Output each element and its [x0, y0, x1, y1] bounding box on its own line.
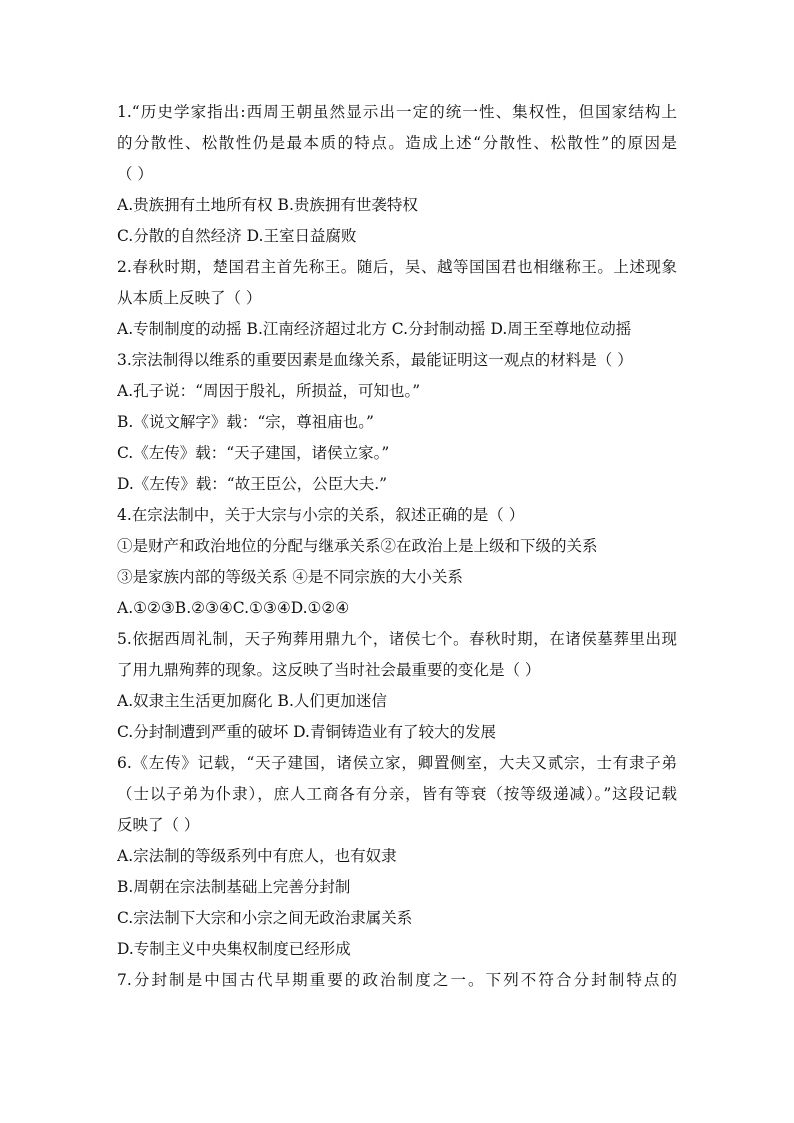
option-line: C.宗法制下大宗和小宗之间无政治隶属关系 [117, 909, 413, 927]
option-line: A.宗法制的等级系列中有庶人，也有奴隶 [117, 847, 397, 865]
option-line: D.专制主义中央集权制度已经形成 [117, 940, 351, 958]
text-line: 反映了（ ） [117, 816, 200, 834]
text-line: 5.依据西周礼制，天子殉葬用鼎九个，诸侯七个。春秋时期，在诸侯墓葬里出现 [117, 630, 677, 648]
text-line: ①是财产和政治地位的分配与继承关系②在政治上是上级和下级的关系 [117, 537, 598, 555]
option-line: B.《说文解字》载：“宗，尊祖庙也。” [117, 413, 374, 431]
text-line: 3.宗法制得以维系的重要因素是血缘关系，最能证明这一观点的材料是（ ） [117, 351, 633, 369]
option-line: C.分散的自然经济 D.王室日益腐败 [117, 227, 357, 245]
option-line: A.孔子说：“周因于殷礼，所损益，可知也。” [117, 382, 421, 400]
text-line: （ ） [117, 165, 153, 183]
option-line: B.周朝在宗法制基础上完善分封制 [117, 878, 351, 896]
text-line: 2.春秋时期，楚国君主首先称王。随后，吴、越等国国君也相继称王。上述现象 [117, 258, 677, 276]
option-line: C.分封制遭到严重的破坏 D.青铜铸造业有了较大的发展 [117, 723, 496, 741]
option-line: A.专制制度的动摇 B.江南经济超过北方 C.分封制动摇 D.周王至尊地位动摇 [117, 320, 632, 338]
text-line: 6.《左传》记载，“天子建国，诸侯立家，卿置侧室，大夫又贰宗，士有隶子弟 [117, 754, 677, 772]
text-line: 7.分封制是中国古代早期重要的政治制度之一。下列不符合分封制特点的 [117, 971, 677, 989]
text-line: 从本质上反映了（ ） [117, 289, 262, 307]
option-line: A.奴隶主生活更加腐化 B.人们更加迷信 [117, 692, 387, 710]
option-line: A.贵族拥有土地所有权 B.贵族拥有世袭特权 [117, 196, 418, 214]
text-line: ③是家族内部的等级关系 ④是不同宗族的大小关系 [117, 568, 463, 586]
text-line: 的分散性、松散性仍是最本质的特点。造成上述“分散性、松散性”的原因是 [117, 134, 677, 152]
option-line: D.《左传》载：“故王臣公，公臣大夫.” [117, 475, 388, 493]
option-line: C.《左传》载：“天子建国，诸侯立家。” [117, 444, 390, 462]
text-line: 1.“历史学家指出:西周王朝虽然显示出一定的统一性、集权性，但国家结构上 [117, 103, 677, 121]
text-line: 了用九鼎殉葬的现象。这反映了当时社会最重要的变化是（ ） [117, 661, 541, 679]
text-line: 4.在宗法制中，关于大宗与小宗的关系，叙述正确的是（ ） [117, 506, 525, 524]
option-line: A.①②③B.②③④C.①③④D.①②④ [117, 599, 350, 617]
text-line: （士以子弟为仆隶），庶人工商各有分亲，皆有等衰（按等级递减）。”这段记载 [117, 785, 677, 803]
question-text-body [117, 97, 677, 996]
